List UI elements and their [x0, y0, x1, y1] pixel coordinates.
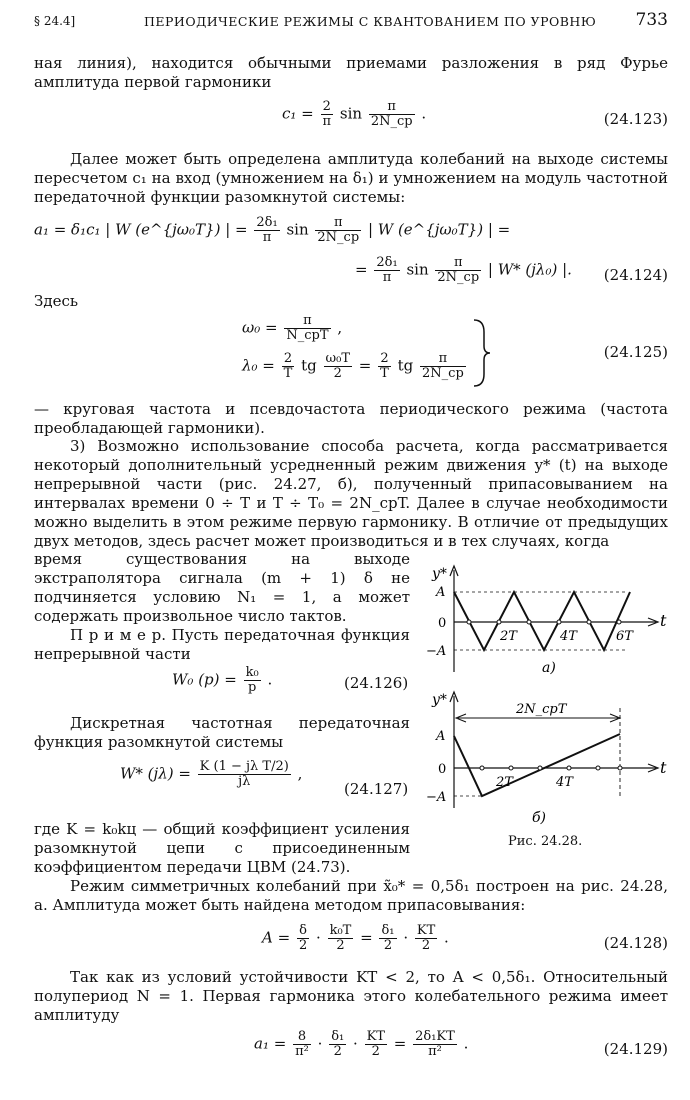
tick-2T-a: 2T [500, 629, 517, 644]
tick-2T-b: 2T [496, 775, 513, 790]
equation-24-123: c₁ = $\frac{2}{\pi}$ sin $\frac{\pi}{2N\_ср}$ . [282, 99, 427, 129]
tick-6T-a: 6T [616, 629, 633, 644]
equation-label-24-125: (24.125) [603, 343, 668, 361]
equation-label-24-124: (24.124) [603, 266, 668, 284]
tick-mark [596, 766, 600, 770]
negA-label-a: −A [426, 644, 447, 659]
page-number: 733 [635, 10, 668, 30]
right-brace [470, 318, 494, 388]
paragraph-8: где K = k₀kц — общий коэффициент усиления разомкнутой цепи с присоединенным коэффициентом передачи ЦВМ (24.73). [34, 820, 410, 876]
tick-4T-b: 4T [556, 775, 573, 790]
equation-label-24-123: (24.123) [603, 110, 668, 128]
tick-mark [538, 766, 542, 770]
paragraph-2: Далее может быть определена амплитуда колебаний на выходе системы пересчетом c₁ на вход (умножением на δ₁) и умножением на модуль частотной передаточной функции разомкнутой системы: [34, 150, 668, 206]
tick-mark [587, 620, 591, 624]
paragraph-3: — круговая частота и псевдочастота периодического режима (частота преобладающей гармоники). [34, 400, 668, 437]
zero-label-b: 0 [438, 762, 447, 777]
wave-b [454, 734, 620, 796]
tick-mark [497, 620, 501, 624]
tick-mark [467, 620, 471, 624]
figure-caption: Рис. 24.28. [508, 834, 583, 849]
t-label-b: t [660, 758, 667, 777]
paragraph-1: ная линия), находится обычными приемами разложения в ряд Фурье амплитуда первой гармоники [34, 54, 668, 91]
y-label-b: y* [432, 692, 447, 708]
paragraph-10: Так как из условий устойчивости KT < 2, то A < 0,5δ₁. Относительный полупериод N = 1. Первая гармоника этого колебательного режима имеет амплитуду [34, 968, 668, 1024]
figure-24-28-a [420, 560, 670, 680]
section-ref: § 24.4] [34, 14, 76, 28]
running-header [34, 10, 668, 34]
span-label: 2N_срT [516, 702, 567, 717]
equation-24-124-line1: a₁ = δ₁c₁ | W (e^{jω₀T}) | = $\frac{\text{2δ₁}}{\pi}$ sin $\frac{\pi}{2N\_ср}$ | W (e^{jω₀T}) | = [34, 215, 511, 245]
tick-mark [480, 766, 484, 770]
A-label-b: A [436, 729, 446, 744]
subfig-b-label: б) [532, 810, 547, 826]
zero-label-a: 0 [438, 616, 447, 631]
A-label-a: A [436, 585, 446, 600]
equation-24-126: W₀ (p) = $\frac{\text{k₀}}{p}$ . [172, 665, 273, 695]
tick-mark [618, 766, 622, 770]
equation-label-24-127: (24.127) [344, 780, 409, 798]
equation-24-125-line1: ω₀ = $\frac{\pi}{\text{N\_срT}}$ , [242, 313, 343, 343]
negA-label-b: −A [426, 790, 447, 805]
t-label-a: t [660, 611, 667, 630]
tick-mark [617, 620, 621, 624]
y-label-a: y* [432, 566, 447, 582]
equation-24-128: A = $\frac{\delta}{2}$ · $\frac{\text{k₀T}}{2}$ = $\frac{\text{δ₁}}{2}$ · $\frac{KT}{2}$ . [262, 923, 449, 953]
tick-mark [567, 766, 571, 770]
tick-mark [527, 620, 531, 624]
equation-label-24-126: (24.126) [344, 674, 409, 692]
chapter-title: ПЕРИОДИЧЕСКИЕ РЕЖИМЫ С КВАНТОВАНИЕМ ПО УРОВНЮ [144, 14, 597, 29]
subfig-a-label: а) [542, 660, 556, 676]
paragraph-7: Дискретная частотная передаточная функция разомкнутой системы [34, 714, 410, 751]
tick-4T-a: 4T [560, 629, 577, 644]
equation-label-24-129: (24.129) [603, 1040, 668, 1058]
equation-label-24-128: (24.128) [603, 934, 668, 952]
tick-mark [557, 620, 561, 624]
paragraph-5: время существования на выходе экстраполятора сигнала (m + 1) δ не подчиняется условию N₁ = 1, а может содержать произвольное число тактов. [34, 550, 410, 625]
tick-mark [509, 766, 513, 770]
paragraph-6: П р и м е р. Пусть передаточная функция непрерывной части [34, 626, 410, 663]
here-word: Здесь [34, 292, 79, 310]
equation-24-127: W* (jλ) = $\frac{\text{K (1 − jλ T/2)}}{j\lambda}$ , [120, 759, 303, 789]
equation-24-125-line2: λ₀ = $\frac{2}{T}$ tg $\frac{\text{ω₀T}}{2}$ = $\frac{2}{T}$ tg $\frac{\pi}{2N\_ср}$ [242, 351, 464, 381]
paragraph-9: Режим симметричных колебаний при x̃₀* = 0,5δ₁ построен на рис. 24.28, а. Амплитуда может быть найдена методом припасовывания: [34, 877, 668, 914]
equation-24-129: a₁ = $\frac{8}{\text{π²}}$ · $\frac{\text{δ₁}}{2}$ · $\frac{KT}{2}$ = $\frac{\text{2δ₁KT}}{\text{π²}}$ . [254, 1029, 469, 1059]
paragraph-4: 3) Возможно использование способа расчета, когда рассматривается некоторый дополнительный усредненный режим движения y* (t) на выходе непрерывной части (рис. 24.27, б), полученный припасовыванием на интервалах времени 0 ÷ T и T ÷ T₀ = 2N_срT. Далее в случае необходимости можно выделить в этом режиме первую гармонику. В отличие от предыдущих двух методов, здесь расчет может производиться и в тех случаях, когда [34, 437, 668, 550]
equation-24-124-line2: = $\frac{\text{2δ₁}}{\pi}$ sin $\frac{\pi}{2N\_ср}$ | W* (jλ₀) |. [355, 255, 572, 285]
triangle-wave-a [454, 592, 630, 650]
figure-24-28-b [420, 688, 670, 830]
